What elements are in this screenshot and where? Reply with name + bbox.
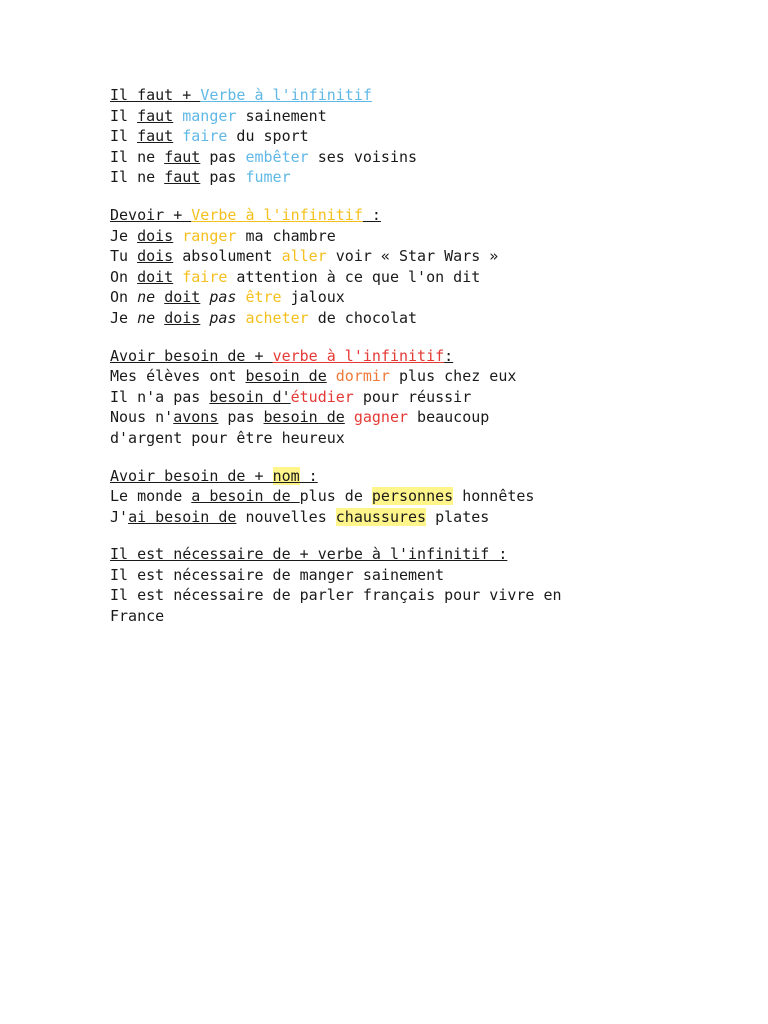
text-run: plus de bbox=[299, 487, 372, 506]
section-heading bbox=[110, 544, 710, 565]
text-run bbox=[173, 107, 182, 125]
text-run: J' bbox=[110, 507, 129, 526]
text-run: besoin de bbox=[263, 408, 345, 427]
example-sentence bbox=[110, 606, 710, 627]
text-run: Je bbox=[110, 308, 138, 327]
text-run: pas bbox=[200, 168, 246, 187]
text-run: ma chambre bbox=[236, 226, 336, 245]
text-run: Il bbox=[110, 127, 138, 146]
text-run: absolument bbox=[173, 247, 282, 266]
text-run: faut bbox=[137, 127, 174, 146]
text-run: aller bbox=[281, 247, 327, 266]
text-run: acheter bbox=[245, 308, 309, 327]
text-run: faut bbox=[164, 168, 201, 187]
text-run: pas bbox=[218, 408, 264, 427]
text-run: On bbox=[110, 267, 138, 286]
text-run: sainement bbox=[236, 106, 327, 125]
text-run: dois bbox=[164, 308, 201, 327]
text-run: ranger bbox=[182, 226, 237, 245]
text-run: : bbox=[444, 346, 454, 365]
example-sentence bbox=[110, 565, 710, 586]
grammar-section bbox=[110, 346, 710, 449]
text-run: Le monde bbox=[110, 487, 192, 506]
text-run bbox=[173, 127, 182, 145]
text-run: gagner bbox=[353, 408, 409, 427]
text-run: Il bbox=[110, 106, 138, 125]
text-run: plus chez eux bbox=[389, 367, 517, 386]
example-sentence bbox=[110, 126, 710, 147]
grammar-section bbox=[110, 466, 710, 528]
text-run bbox=[345, 408, 354, 426]
text-run: personnes bbox=[371, 487, 454, 506]
text-run: Nous n' bbox=[110, 408, 174, 427]
text-run: Je bbox=[110, 226, 138, 245]
text-run: beaucoup bbox=[408, 408, 490, 427]
text-run: Avoir besoin de + bbox=[110, 346, 273, 365]
example-sentence bbox=[110, 366, 710, 387]
text-run: ai besoin de bbox=[128, 507, 237, 526]
text-run: d'argent pour être heureux bbox=[110, 428, 345, 447]
example-sentence bbox=[110, 167, 710, 188]
text-run: voir « Star Wars » bbox=[326, 247, 499, 266]
text-run bbox=[327, 367, 336, 385]
text-run: embêter bbox=[245, 147, 309, 166]
text-run: étudier bbox=[290, 387, 354, 406]
example-sentence bbox=[110, 585, 710, 606]
text-run: Il est nécessaire de manger sainement bbox=[110, 565, 445, 584]
example-sentence bbox=[110, 267, 710, 288]
text-run: manger bbox=[182, 106, 237, 125]
section-heading bbox=[110, 466, 710, 487]
text-run: faire bbox=[182, 127, 228, 146]
example-sentence bbox=[110, 407, 710, 428]
text-run: faut bbox=[164, 147, 201, 166]
text-run: doit bbox=[137, 267, 174, 286]
text-run: Verbe à l'infinitif bbox=[191, 205, 363, 224]
grammar-section bbox=[110, 85, 710, 188]
text-run: France bbox=[110, 607, 165, 626]
text-run: avons bbox=[173, 408, 219, 427]
text-run: Devoir + bbox=[110, 205, 192, 224]
example-sentence bbox=[110, 106, 710, 127]
text-run: Il est nécessaire de + verbe à l'infinitif : bbox=[110, 545, 508, 564]
text-run: nouvelles bbox=[236, 507, 336, 526]
text-run: nom bbox=[272, 466, 300, 485]
text-run: faut bbox=[137, 106, 174, 125]
text-run: : bbox=[299, 466, 318, 485]
text-run: Il ne bbox=[110, 168, 165, 187]
text-run: Tu bbox=[110, 247, 138, 266]
example-sentence bbox=[110, 428, 710, 449]
text-run: dois bbox=[137, 247, 174, 266]
text-run: ne bbox=[137, 288, 156, 307]
text-run: de chocolat bbox=[308, 308, 418, 327]
text-run: Il est nécessaire de parler français pour vivre en bbox=[110, 586, 562, 605]
example-sentence bbox=[110, 387, 710, 408]
text-run: Il faut + bbox=[110, 86, 201, 104]
section-heading bbox=[110, 85, 710, 106]
text-run: chaussures bbox=[335, 507, 427, 526]
text-run: ses voisins bbox=[308, 147, 418, 166]
text-run: être bbox=[245, 288, 282, 307]
text-run: pas bbox=[200, 147, 246, 166]
text-run: honnêtes bbox=[453, 487, 535, 506]
text-run: verbe à l'infinitif bbox=[272, 346, 445, 365]
text-run bbox=[173, 268, 182, 286]
text-run bbox=[155, 288, 164, 306]
text-run: ne bbox=[137, 308, 156, 327]
example-sentence bbox=[110, 226, 710, 247]
text-run bbox=[200, 288, 209, 306]
example-sentence bbox=[110, 147, 710, 168]
example-sentence bbox=[110, 507, 710, 528]
text-run: besoin d' bbox=[209, 387, 291, 406]
text-run: Verbe à l'infinitif bbox=[200, 86, 372, 104]
text-run: Mes élèves ont bbox=[110, 367, 246, 386]
text-run: attention à ce que l'on dit bbox=[227, 267, 481, 286]
text-run: : bbox=[362, 205, 381, 224]
text-run: pas bbox=[209, 288, 237, 307]
section-heading bbox=[110, 346, 710, 367]
text-run: jaloux bbox=[281, 288, 345, 307]
text-run bbox=[200, 309, 209, 327]
text-run: pas bbox=[209, 308, 237, 327]
text-run: pour réussir bbox=[353, 387, 472, 406]
grammar-section bbox=[110, 544, 710, 626]
text-run: a besoin de bbox=[191, 487, 300, 506]
text-run bbox=[155, 309, 164, 327]
text-run: besoin de bbox=[245, 367, 327, 386]
example-sentence bbox=[110, 246, 710, 267]
text-run: dormir bbox=[335, 367, 390, 386]
text-run: Avoir besoin de + bbox=[110, 466, 273, 485]
example-sentence bbox=[110, 486, 710, 507]
text-run: du sport bbox=[227, 127, 309, 146]
text-run: fumer bbox=[245, 168, 291, 187]
document-page bbox=[110, 85, 710, 644]
section-heading bbox=[110, 205, 710, 226]
text-run: doit bbox=[164, 288, 201, 307]
text-run: plates bbox=[426, 507, 490, 526]
example-sentence bbox=[110, 287, 710, 308]
example-sentence bbox=[110, 308, 710, 329]
text-run bbox=[173, 227, 182, 245]
text-run: Il ne bbox=[110, 147, 165, 166]
text-run: On bbox=[110, 288, 138, 307]
text-run: dois bbox=[137, 226, 174, 245]
text-run: Il n'a pas bbox=[110, 387, 210, 406]
text-run: faire bbox=[182, 267, 228, 286]
grammar-section bbox=[110, 205, 710, 329]
